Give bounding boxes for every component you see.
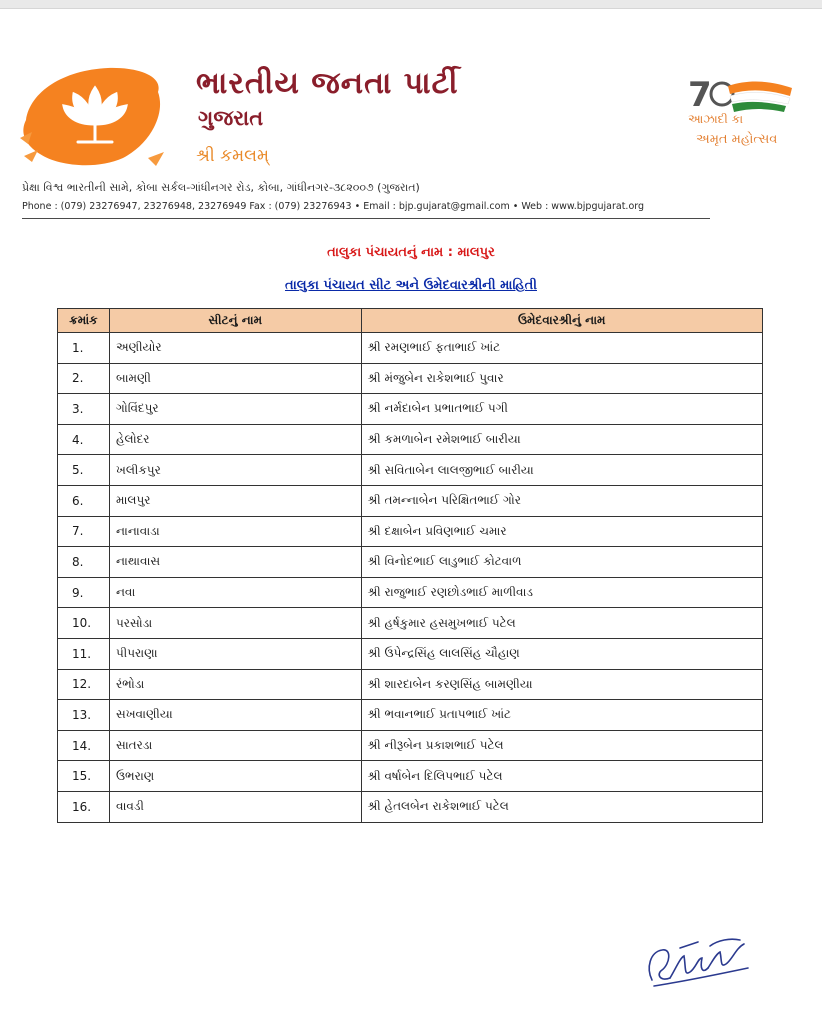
seat-cell: નવા bbox=[109, 577, 361, 608]
signature bbox=[640, 928, 760, 992]
column-header-candidate: ઉમેદવારશ્રીનું નામ bbox=[361, 309, 762, 333]
seat-cell: નાનાવાડા bbox=[109, 516, 361, 547]
seat-cell: ઉભરાણ bbox=[109, 761, 361, 792]
table-row bbox=[58, 485, 763, 516]
table-row bbox=[58, 669, 763, 700]
table-row bbox=[58, 700, 763, 731]
serial-cell: 14. bbox=[58, 730, 110, 761]
table-row bbox=[58, 516, 763, 547]
candidate-table bbox=[57, 308, 763, 823]
table-row bbox=[58, 424, 763, 455]
candidate-cell: શ્રી હર્ષકુમાર હસમુખભાઈ પટેલ bbox=[361, 608, 762, 639]
candidate-cell: શ્રી ઉપેન્દ્રસિંહ લાલસિંહ ચૌહાણ bbox=[361, 638, 762, 669]
candidate-cell: શ્રી સવિતાબેન લાલજીભાઈ બારીયા bbox=[361, 455, 762, 486]
seat-cell: બામણી bbox=[109, 363, 361, 394]
serial-cell: 8. bbox=[58, 547, 110, 578]
seat-cell: ગોવિંદપુર bbox=[109, 394, 361, 425]
candidate-cell: શ્રી વર્ષાબેન દિલિપભાઈ પટેલ bbox=[361, 761, 762, 792]
candidate-cell: શ્રી વિનોદભાઈ લાડુભાઈ કોટવાળ bbox=[361, 547, 762, 578]
candidate-cell: શ્રી નીરૂબેન પ્રકાશભાઈ પટેલ bbox=[361, 730, 762, 761]
serial-cell: 11. bbox=[58, 638, 110, 669]
serial-cell: 12. bbox=[58, 669, 110, 700]
table-row bbox=[58, 608, 763, 639]
candidate-cell: શ્રી હેતલબેન રાકેશભાઈ પટેલ bbox=[361, 791, 762, 822]
table-subtitle bbox=[0, 278, 822, 293]
seat-cell: પરસોડા bbox=[109, 608, 361, 639]
serial-cell: 5. bbox=[58, 455, 110, 486]
seat-cell: ખલીકપુર bbox=[109, 455, 361, 486]
top-bar bbox=[0, 0, 822, 9]
serial-cell: 9. bbox=[58, 577, 110, 608]
seat-cell: નાથાવાસ bbox=[109, 547, 361, 578]
table-row bbox=[58, 455, 763, 486]
party-motto: શ્રી કમલમ્ bbox=[196, 146, 269, 166]
table-row bbox=[58, 363, 763, 394]
seat-cell: અણીયોર bbox=[109, 333, 361, 364]
table-row bbox=[58, 791, 763, 822]
table-row bbox=[58, 333, 763, 364]
office-address: પ્રેક્ષા વિશ્વ ભારતીની સામે, કોબા સર્કલ-ગાંધીનગર રોડ, કોબા, ગાંધીનગર-૩૮૨૦૦૭ (ગુજરાત) bbox=[22, 181, 420, 194]
candidate-cell: શ્રી નર્મદાબેન પ્રભાતભાઈ પગી bbox=[361, 394, 762, 425]
seat-cell: પીપરાણા bbox=[109, 638, 361, 669]
seat-cell: સાતરડા bbox=[109, 730, 361, 761]
azadi-line-1: આઝાદી કા bbox=[688, 112, 744, 126]
table-row bbox=[58, 761, 763, 792]
candidate-cell: શ્રી રમણભાઈ ફતાભાઈ ખાંટ bbox=[361, 333, 762, 364]
serial-cell: 2. bbox=[58, 363, 110, 394]
candidate-cell: શ્રી કમળાબેન રમેશભાઈ બારીયા bbox=[361, 424, 762, 455]
candidate-cell: શ્રી ભવાનભાઈ પ્રતાપભાઈ ખાંટ bbox=[361, 700, 762, 731]
table-row bbox=[58, 730, 763, 761]
column-header-seat: સીટનું નામ bbox=[109, 309, 361, 333]
serial-cell: 15. bbox=[58, 761, 110, 792]
serial-cell: 3. bbox=[58, 394, 110, 425]
table-row bbox=[58, 547, 763, 578]
table-row bbox=[58, 638, 763, 669]
header-divider bbox=[22, 218, 710, 219]
azadi-line-2: અમૃત મહોત્સવ bbox=[696, 132, 778, 147]
table-row bbox=[58, 394, 763, 425]
serial-cell: 7. bbox=[58, 516, 110, 547]
svg-text:7: 7 bbox=[688, 75, 712, 115]
contact-details: Phone : (079) 23276947, 23276948, 23276949 Fax : (079) 23276943 • Email : bjp.gujarat@gmail.com • Web : www.bjpgujarat.org bbox=[22, 201, 645, 212]
serial-cell: 1. bbox=[58, 333, 110, 364]
table-subtitle-text: તાલુકા પંચાયત સીટ અને ઉમેદવારશ્રીની માહિતી bbox=[284, 278, 537, 293]
candidate-cell: શ્રી રાજુભાઈ રણછોડભાઈ માળીવાડ bbox=[361, 577, 762, 608]
candidate-cell: શ્રી શારદાબેન કરણસિંહ બામણીયા bbox=[361, 669, 762, 700]
candidate-cell: શ્રી મંજુબેન રાકેશભાઈ પુવાર bbox=[361, 363, 762, 394]
seat-cell: સખવાણીયા bbox=[109, 700, 361, 731]
seat-cell: માલપુર bbox=[109, 485, 361, 516]
serial-cell: 16. bbox=[58, 791, 110, 822]
serial-cell: 10. bbox=[58, 608, 110, 639]
table-header-row bbox=[58, 309, 763, 333]
seat-cell: રંભોડા bbox=[109, 669, 361, 700]
serial-cell: 6. bbox=[58, 485, 110, 516]
table-row bbox=[58, 577, 763, 608]
seat-cell: વાવડી bbox=[109, 791, 361, 822]
candidate-cell: શ્રી તમન્નાબેન પરિક્ષિતભાઈ ગોર bbox=[361, 485, 762, 516]
taluka-panchayat-title: તાલુકા પંચાયતનું નામ : માલપુર bbox=[327, 245, 495, 260]
seat-cell: હેલોદર bbox=[109, 424, 361, 455]
column-header-serial: ક્રમાંક bbox=[58, 309, 110, 333]
party-name: ભારતીય જનતા પાર્ટી bbox=[196, 66, 459, 101]
serial-cell: 4. bbox=[58, 424, 110, 455]
state-name: ગુજરાત bbox=[198, 106, 264, 130]
candidate-cell: શ્રી દક્ષાબેન પ્રવિણભાઈ ચમાર bbox=[361, 516, 762, 547]
bjp-lotus-logo bbox=[18, 62, 168, 170]
serial-cell: 13. bbox=[58, 700, 110, 731]
